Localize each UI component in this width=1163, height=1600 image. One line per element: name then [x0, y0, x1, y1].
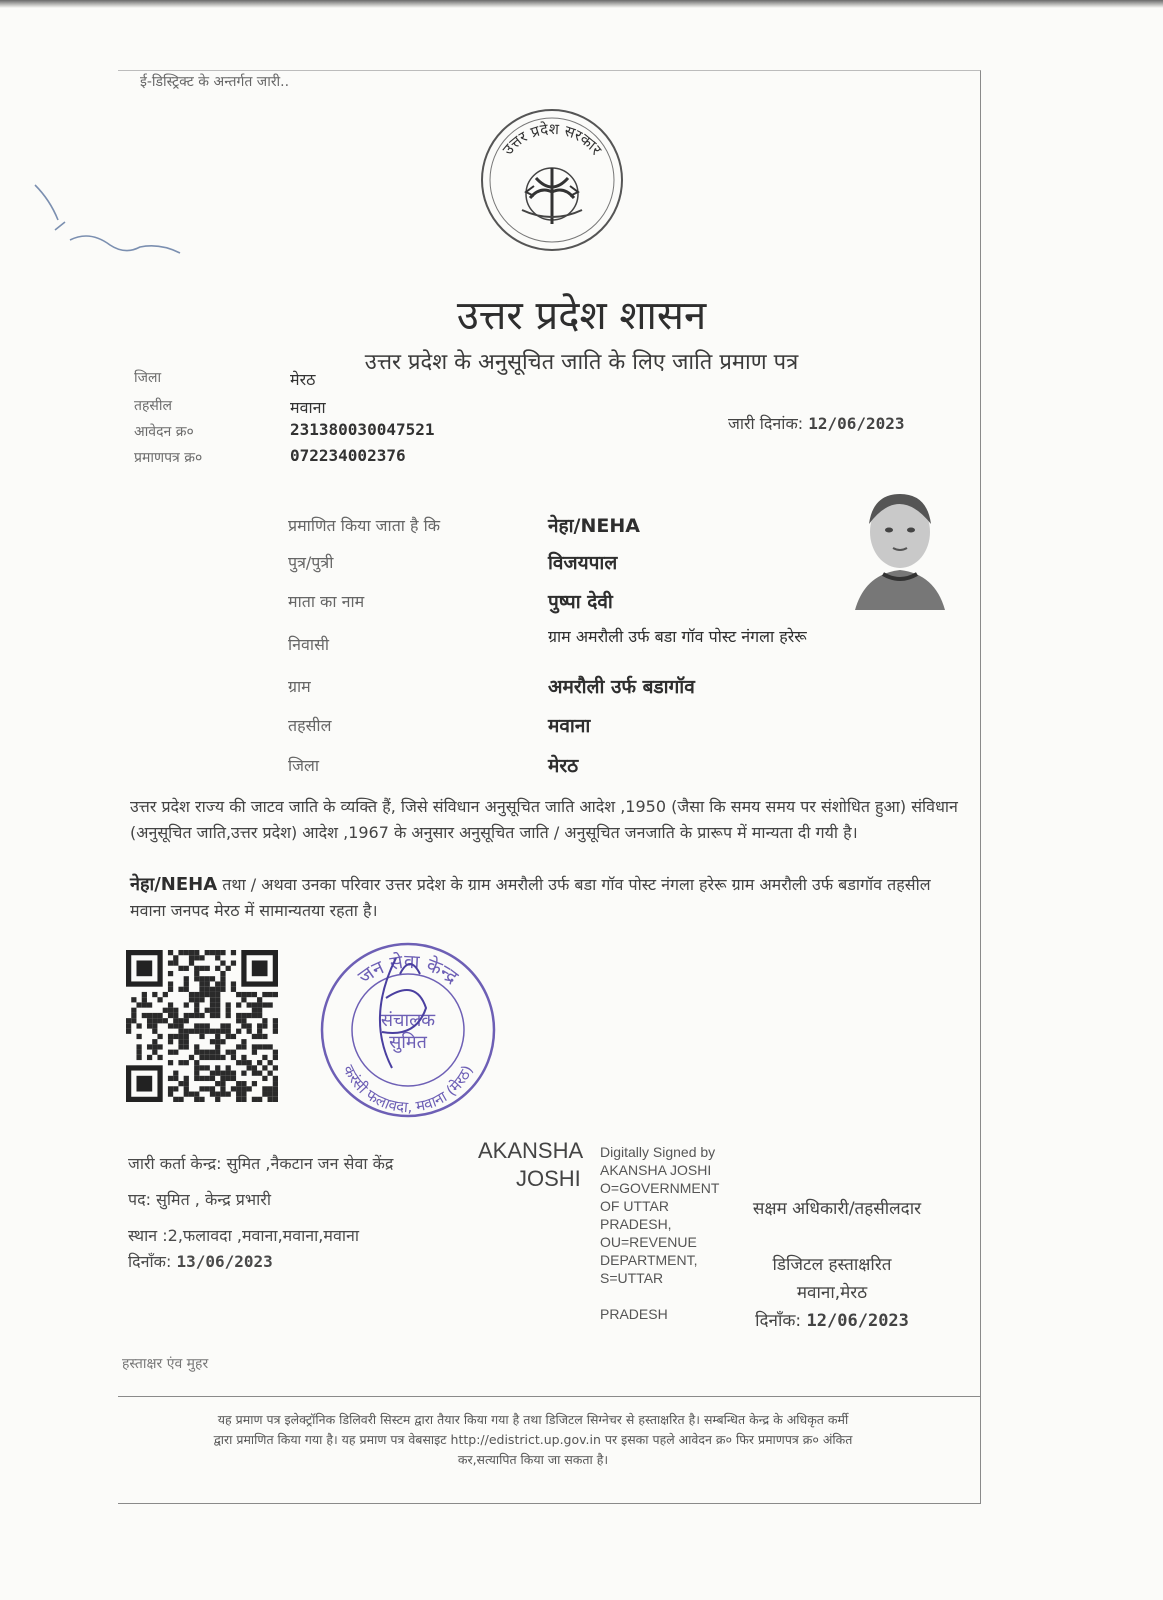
issuer-date [128, 1250, 273, 1272]
digital-signature-line: Digitally Signed by [600, 1144, 716, 1160]
signature-and-seal-label: हस्ताक्षर एंव मुहर [122, 1356, 209, 1372]
issuer-place-value: 2,फलावदा ,मवाना,मवाना,मवाना [167, 1226, 360, 1245]
scan-edge [0, 0, 1163, 8]
certificate-title: उत्तर प्रदेश शासन [456, 293, 707, 339]
issuer-place-label: स्थान : [128, 1226, 168, 1245]
residence-statement-text: तथा / अथवा उनका परिवार उत्तर प्रदेश के ग्राम अमरौली उर्फ बडा गॉव पोस्ट नंगला हरेरू ग्राम अमरौली उर्फ बडागॉव तहसील मवाना जनपद मेरठ में सामान्यतया रहता है। [130, 875, 931, 920]
svg-text:सुमित: सुमित [389, 1032, 427, 1053]
meta-tehsil-value: मवाना [290, 398, 326, 417]
authority-digital-signed: डिजिटल हस्ताक्षरित [772, 1255, 892, 1275]
footer-line: यह प्रमाण पत्र इलेक्ट्रॉनिक डिलिवरी सिस्टम द्वारा तैयार किया गया है तथा डिजिटल सिग्नेचर से हस्ताक्षरित है। सम्बन्धित केन्द्र के अधिकृत कर्मी [217, 1412, 849, 1427]
meta-district-value: मेरठ [290, 370, 316, 389]
caste-statement: उत्तर प्रदेश राज्य की जाटव जाति के व्यक्ति हैं, जिसे संविधान अनुसूचित जाति आदेश ,1950 (जैसा कि समय समय पर संशोधित हुआ) संविधान (अनुसूचित जाति,उत्तर प्रदेश) आदेश ,1967 के अनुसार अनुसूचित जाति / अनुसूचित जनजाति के प्रारूप में मान्यता दी गयी है। [130, 797, 958, 842]
digital-signature-line: PRADESH [600, 1306, 668, 1322]
digital-signature-line: AKANSHA JOSHI [600, 1162, 712, 1178]
footer-line: कर,सत्यापित किया जा सकता है। [457, 1452, 609, 1467]
digital-signature-line: O=GOVERNMENT [600, 1180, 720, 1196]
issued-under-note: ई-डिस्ट्रिक्ट के अन्तर्गत जारी.. [140, 74, 290, 90]
applicant-name: नेहा/NEHA [548, 515, 640, 537]
village-label: ग्राम [288, 677, 311, 696]
authority-date [722, 1308, 942, 1331]
certificate-subtitle: उत्तर प्रदेश के अनुसूचित जाति के लिए जाति प्रमाण पत्र [364, 350, 799, 375]
residence-statement [130, 872, 960, 924]
authority-place: मवाना,मेरठ [796, 1283, 868, 1303]
svg-text:संचालक: संचालक [380, 1010, 436, 1031]
digital-signature-line: S=UTTAR [600, 1270, 664, 1286]
verification-qr-code [126, 950, 278, 1102]
issuing-center [128, 1152, 393, 1174]
footer-line: द्वारा प्रमाणित किया गया है। यह प्रमाण पत्र वेबसाइट http://edistrict.up.gov.in पर इसका पहले आवेदन क्र० फिर प्रमाणपत्र क्र० अंकित [213, 1432, 853, 1447]
issue-date [728, 412, 905, 434]
detail-tehsil-label: तहसील [288, 716, 332, 735]
father-name: विजयपाल [548, 552, 618, 574]
mother-name-label: माता का नाम [288, 592, 365, 611]
digital-signature-details [600, 1143, 730, 1323]
meta-district-label: जिला [134, 370, 162, 386]
certificate-number-value: 072234002376 [290, 446, 406, 465]
issuer-date-label: दिनाँक: [128, 1252, 172, 1271]
residence-statement-name: नेहा/NEHA [130, 874, 218, 895]
detail-district-label: जिला [288, 756, 320, 775]
meta-tehsil-label: तहसील [134, 398, 172, 414]
detail-tehsil-value: मवाना [548, 715, 591, 737]
issue-date-value: 12/06/2023 [808, 414, 905, 433]
issuing-center-label: जारी कर्ता केन्द्र: [128, 1154, 222, 1173]
application-number-label: आवेदन क्र० [134, 424, 194, 440]
digital-signature-line: OF UTTAR [600, 1198, 669, 1214]
certified-label: प्रमाणित किया जाता है कि [288, 516, 441, 535]
signer-name-line1: AKANSHA [478, 1138, 584, 1163]
issuer-post-label: पद: [128, 1190, 151, 1209]
resident-address: ग्राम अमरौली उर्फ बडा गॉव पोस्ट नंगला हरेरू [548, 627, 807, 646]
authority-date-value: 12/06/2023 [806, 1311, 909, 1331]
issuer-post [128, 1188, 271, 1210]
application-number-value: 231380030047521 [290, 420, 435, 439]
signer-name-line2: JOSHI [516, 1166, 581, 1191]
digital-signature-line [600, 1287, 730, 1305]
up-government-emblem-icon [478, 106, 626, 254]
mother-name: पुष्पा देवी [548, 591, 613, 613]
digital-signature-line: PRADESH, [600, 1216, 672, 1232]
issuer-date-value: 13/06/2023 [176, 1252, 273, 1271]
certificate-number-label: प्रमाणपत्र क्र० [134, 450, 203, 466]
issuer-place [128, 1224, 359, 1246]
child-of-label: पुत्र/पुत्री [288, 553, 334, 572]
digital-signature-line: DEPARTMENT, [600, 1252, 698, 1268]
svg-text:उत्तर प्रदेश सरकार: उत्तर प्रदेश सरकार [498, 119, 606, 159]
detail-district-value: मेरठ [548, 755, 579, 777]
footer-divider [118, 1396, 980, 1397]
digital-signature-line: OU=REVENUE [600, 1234, 697, 1250]
issuing-center-value: सुमित ,नैकटान जन सेवा केंद्र [226, 1154, 394, 1173]
applicant-photo [845, 490, 955, 610]
jan-seva-kendra-stamp [316, 938, 500, 1122]
svg-text:जन सेवा केन्द्र: जन सेवा केन्द्र [354, 950, 463, 989]
authority-date-label: दिनाँक: [755, 1311, 802, 1331]
svg-text:करंसी फलावदा, मवाना (मेरठ): करंसी फलावदा, मवाना (मेरठ) [339, 1062, 477, 1117]
village-name: अमरौली उर्फ बडागॉव [548, 676, 695, 698]
issuer-post-value: सुमित , केन्द्र प्रभारी [156, 1190, 271, 1209]
authority-designation: सक्षम अधिकारी/तहसीलदार [752, 1199, 922, 1219]
verification-footer [122, 1410, 944, 1470]
resident-label: निवासी [288, 635, 330, 654]
issue-date-label: जारी दिनांक: [728, 414, 804, 433]
